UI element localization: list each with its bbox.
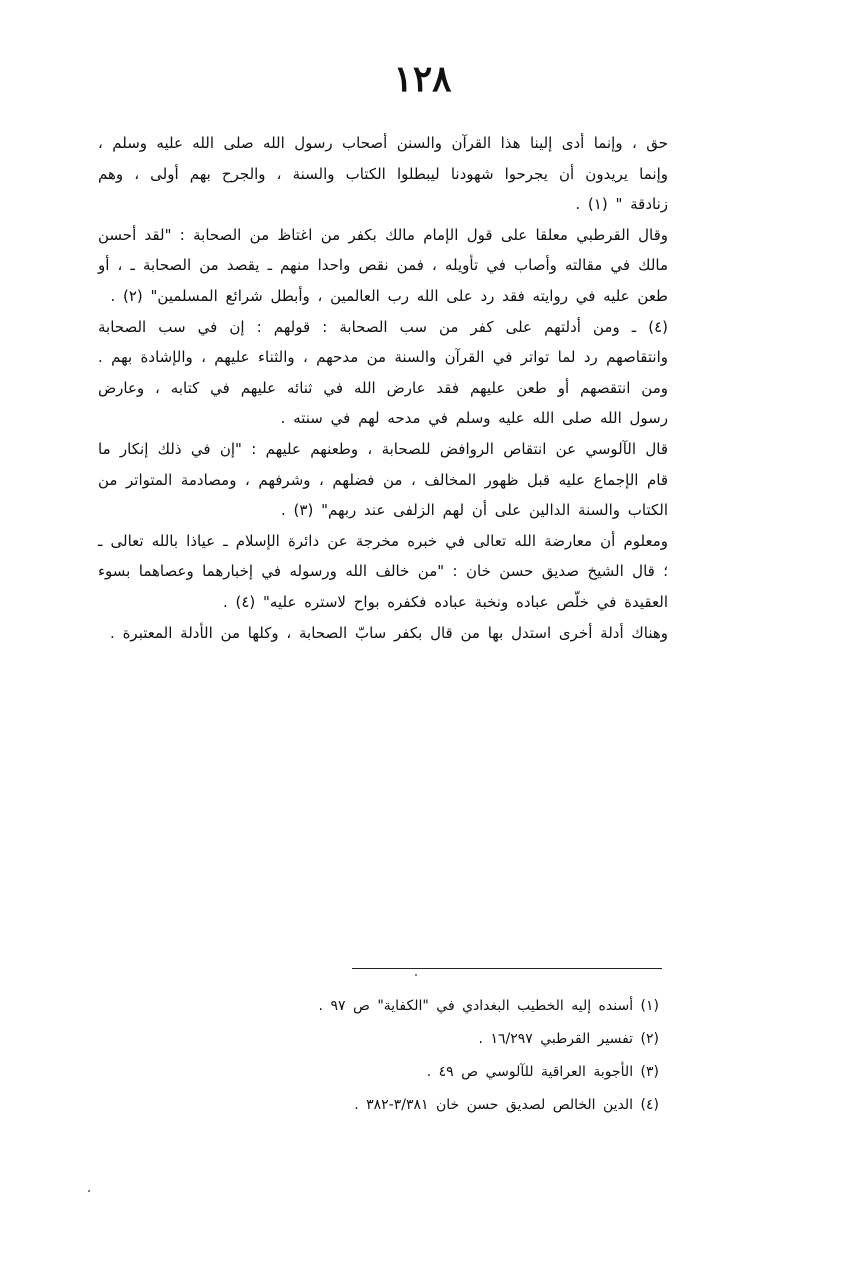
- footnote-3: (٣) الأجوبة العراقية للآلوسي ص ٤٩ .: [426, 1064, 659, 1080]
- paragraph-1: حق ، وإنما أدى إلينا هذا القرآن والسنن أصحاب رسول الله صلى الله عليه وسلم ، وإنما يريدون أن يجرحوا شهودنا ليبطلوا الكتاب والسنة ، والجرح بهم أولى ، وهم زنادقة " (١) .: [98, 134, 668, 214]
- page-number: ١٢٨: [393, 58, 452, 100]
- paragraph-4: قال الآلوسي عن انتقاص الروافض للصحابة ، وطعنهم عليهم : "إن في ذلك إنكار ما قام الإجماع عليه قبل ظهور المخالف ، من فضلهم ، وشرفهم ، ومصادمة المتواتر من الكتاب والسنة الدالين على أن لهم الزلفى عند ربهم" (٣) .: [98, 439, 668, 520]
- paragraph-5: ومعلوم أن معارضة الله تعالى في خبره مخرجة عن دائرة الإسلام ـ عياذا بالله تعالى ـ ؛ قال الشيخ صديق حسن خان : "من خالف الله ورسوله في إخبارهما وعصاهما بسوء العقيدة في خلّص عباده ونخبة عباده فكفره بواح لاستره عليه" (٤) .: [98, 531, 668, 611]
- paragraph-6: وهناك أدلة أخرى استدل بها من قال بكفر سابّ الصحابة ، وكلها من الأدلة المعتبرة .: [110, 623, 668, 642]
- paragraph-3: (٤) ـ ومن أدلتهم على كفر من سب الصحابة : قولهم : إن في سب الصحابة وانتقاصهم رد لما تواتر في القرآن والسنة من مدحهم ، والثناء عليهم ، والإشادة بهم . ومن انتقصهم أو طعن عليهم فقد عارض الله في ثنائه عليهم في كتابه ، وعارض رسول الله صلى الله عليه وسلم في مدحه لهم في سنته .: [98, 317, 668, 428]
- main-text: [98, 128, 668, 648]
- scan-speck: [415, 974, 417, 976]
- scan-speck: [88, 1190, 90, 1192]
- footnote-separator: [352, 968, 662, 969]
- footnote-2: (٢) تفسير القرطبي ١٦/٢٩٧ .: [478, 1031, 659, 1047]
- paragraph-2: وقال القرطبي معلقا على قول الإمام مالك بكفر من اغتاظ من الصحابة : "لقد أحسن مالك في مقالته وأصاب في تأويله ، فمن نقص واحدا منهم ـ يقصد من الصحابة ـ ، أو طعن عليه في روايته فقد رد على الله رب العالمين ، وأبطل شرائع المسلمين" (٢) .: [98, 225, 668, 305]
- footnote-1: (١) أسنده إليه الخطيب البغدادي في "الكفاية" ص ٩٧ .: [318, 998, 659, 1014]
- footnote-4: (٤) الدين الخالص لصديق حسن خان ٣/٣٨١-٣٨٢ .: [354, 1097, 659, 1113]
- footnotes: [139, 990, 659, 1122]
